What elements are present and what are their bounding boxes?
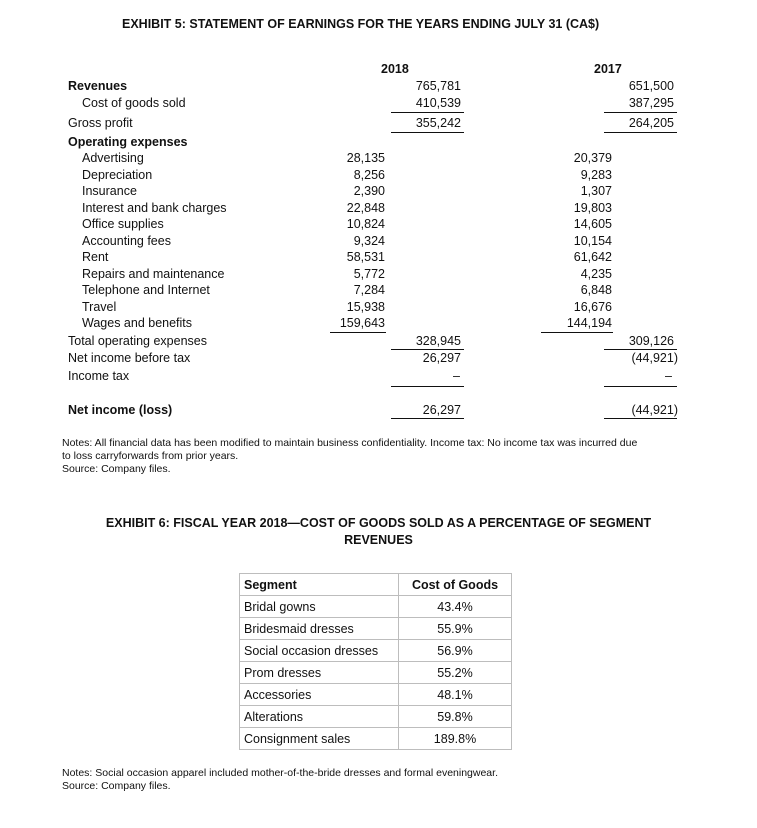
nibt-label: Net income before tax [68,351,191,365]
expense-label: Interest and bank charges [82,200,227,215]
net-2017-double-underline [604,418,677,419]
segment-cell: Bridesmaid dresses [240,618,399,640]
expense-2017: 14,605 [573,217,612,231]
expense-2017: 4,235 [580,266,612,281]
table-row [240,640,512,662]
pct-cell: 56.9% [399,640,512,662]
wages-2018-underline [330,332,386,333]
pct-cell: 43.4% [399,596,512,618]
net-income-2018: 26,297 [422,403,461,417]
total-opex-2018: 328,945 [415,334,461,348]
expense-label: Telephone and Internet [82,283,210,297]
segment-cell: Social occasion dresses [240,640,399,662]
net-income-2017: (44,921) [631,403,678,417]
col-header-cost: Cost of Goods [399,574,512,596]
segment-cell: Prom dresses [240,662,399,684]
revenues-label: Revenues [68,79,128,93]
net-2018-double-underline [391,418,464,419]
exhibit6-notes: Notes: Social occasion apparel included mother-of-the-bride dresses and formal eveningwear. [62,767,498,779]
revenues-2017: 651,500 [628,79,674,93]
income-tax-label: Income tax [68,369,130,383]
total-opex-2017: 309,126 [628,334,674,348]
total-opex-label: Total operating expenses [68,334,207,348]
expense-label: Repairs and maintenance [82,266,225,281]
table-row [240,662,512,684]
expense-2018: 28,135 [346,151,385,165]
nibt-2018: 26,297 [422,351,461,365]
segment-cell: Consignment sales [240,728,399,750]
expense-label: Insurance [82,184,137,198]
exhibit5-notes-line2: to loss carryforwards from prior years. [62,450,239,462]
table-row [240,618,512,640]
expense-label: Depreciation [82,167,153,182]
expense-2017: 20,379 [573,151,612,165]
tax-2017-underline [604,386,677,387]
cogs-2018-underline [391,112,464,113]
segment-cell: Bridal gowns [240,596,399,618]
year-2017-header: 2017 [594,62,622,76]
gross-profit-2017: 264,205 [628,116,674,130]
pct-cell: 48.1% [399,684,512,706]
gross-2018-underline [391,132,464,133]
table-row [240,706,512,728]
exhibit5-title: EXHIBIT 5: STATEMENT OF EARNINGS FOR THE YEARS ENDING JULY 31 (CA$) [122,17,600,31]
total-opex-2018-underline [391,349,464,350]
income-tax-2018: – [453,369,460,383]
expense-2017: 16,676 [573,299,612,314]
table-row [240,684,512,706]
exhibit5-notes-line1: Notes: All financial data has been modified to maintain business confidentiality. Income tax: No income tax was incurred due [62,437,638,449]
expense-2018: 2,390 [353,184,385,198]
expense-2018: 5,772 [353,266,385,281]
pct-cell: 189.8% [399,728,512,750]
expense-2017: 9,283 [580,167,612,182]
pct-cell: 55.9% [399,618,512,640]
expense-2018: 15,938 [346,299,385,314]
expense-2018: 22,848 [346,200,385,215]
expense-label: Rent [82,250,109,264]
expense-2017: 144,194 [566,316,612,330]
exhibit6-title-line2: REVENUES [344,533,413,547]
cogs-label: Cost of goods sold [82,96,186,110]
expense-2017: 1,307 [580,184,612,198]
expense-2017: 10,154 [573,233,612,248]
expense-2017: 61,642 [573,250,612,264]
exhibit6-title-line1: EXHIBIT 6: FISCAL YEAR 2018—COST OF GOODS SOLD AS A PERCENTAGE OF SEGMENT [105,516,652,530]
expense-label: Accounting fees [82,233,171,248]
table-row [240,728,512,750]
expense-label: Travel [82,299,117,314]
expense-2017: 6,848 [580,283,612,297]
expense-2018: 9,324 [353,233,385,248]
net-income-label: Net income (loss) [68,403,173,417]
pct-cell: 55.2% [399,662,512,684]
expense-2018: 8,256 [353,167,385,182]
expense-2018: 10,824 [346,217,385,231]
exhibit5-source: Source: Company files. [62,463,171,475]
cogs-2017: 387,295 [628,96,674,110]
gross-profit-2018: 355,242 [415,116,461,130]
exhibit6-source: Source: Company files. [62,780,171,792]
gross-2017-underline [604,132,677,133]
gross-profit-label: Gross profit [68,116,133,130]
expense-2018: 159,643 [339,316,385,330]
table-row [240,596,512,618]
expense-label: Advertising [82,151,144,165]
nibt-2017: (44,921) [631,351,678,365]
segment-cogs-table [239,573,512,750]
pct-cell: 59.8% [399,706,512,728]
expense-2018: 58,531 [346,250,385,264]
revenues-2018: 765,781 [415,79,461,93]
segment-cell: Alterations [240,706,399,728]
expense-label: Wages and benefits [82,316,193,330]
table-header-row [240,574,512,596]
total-opex-2017-underline [604,349,677,350]
expense-label: Office supplies [82,217,164,231]
cogs-2018: 410,539 [415,96,461,110]
tax-2018-underline [391,386,464,387]
cogs-2017-underline [604,112,677,113]
expense-2018: 7,284 [353,283,385,297]
operating-expenses-label: Operating expenses [68,135,188,149]
wages-2017-underline [541,332,613,333]
income-tax-2017: – [665,369,672,383]
year-2018-header: 2018 [381,62,409,76]
expense-2017: 19,803 [573,200,612,215]
col-header-segment: Segment [240,574,399,596]
segment-cell: Accessories [240,684,399,706]
